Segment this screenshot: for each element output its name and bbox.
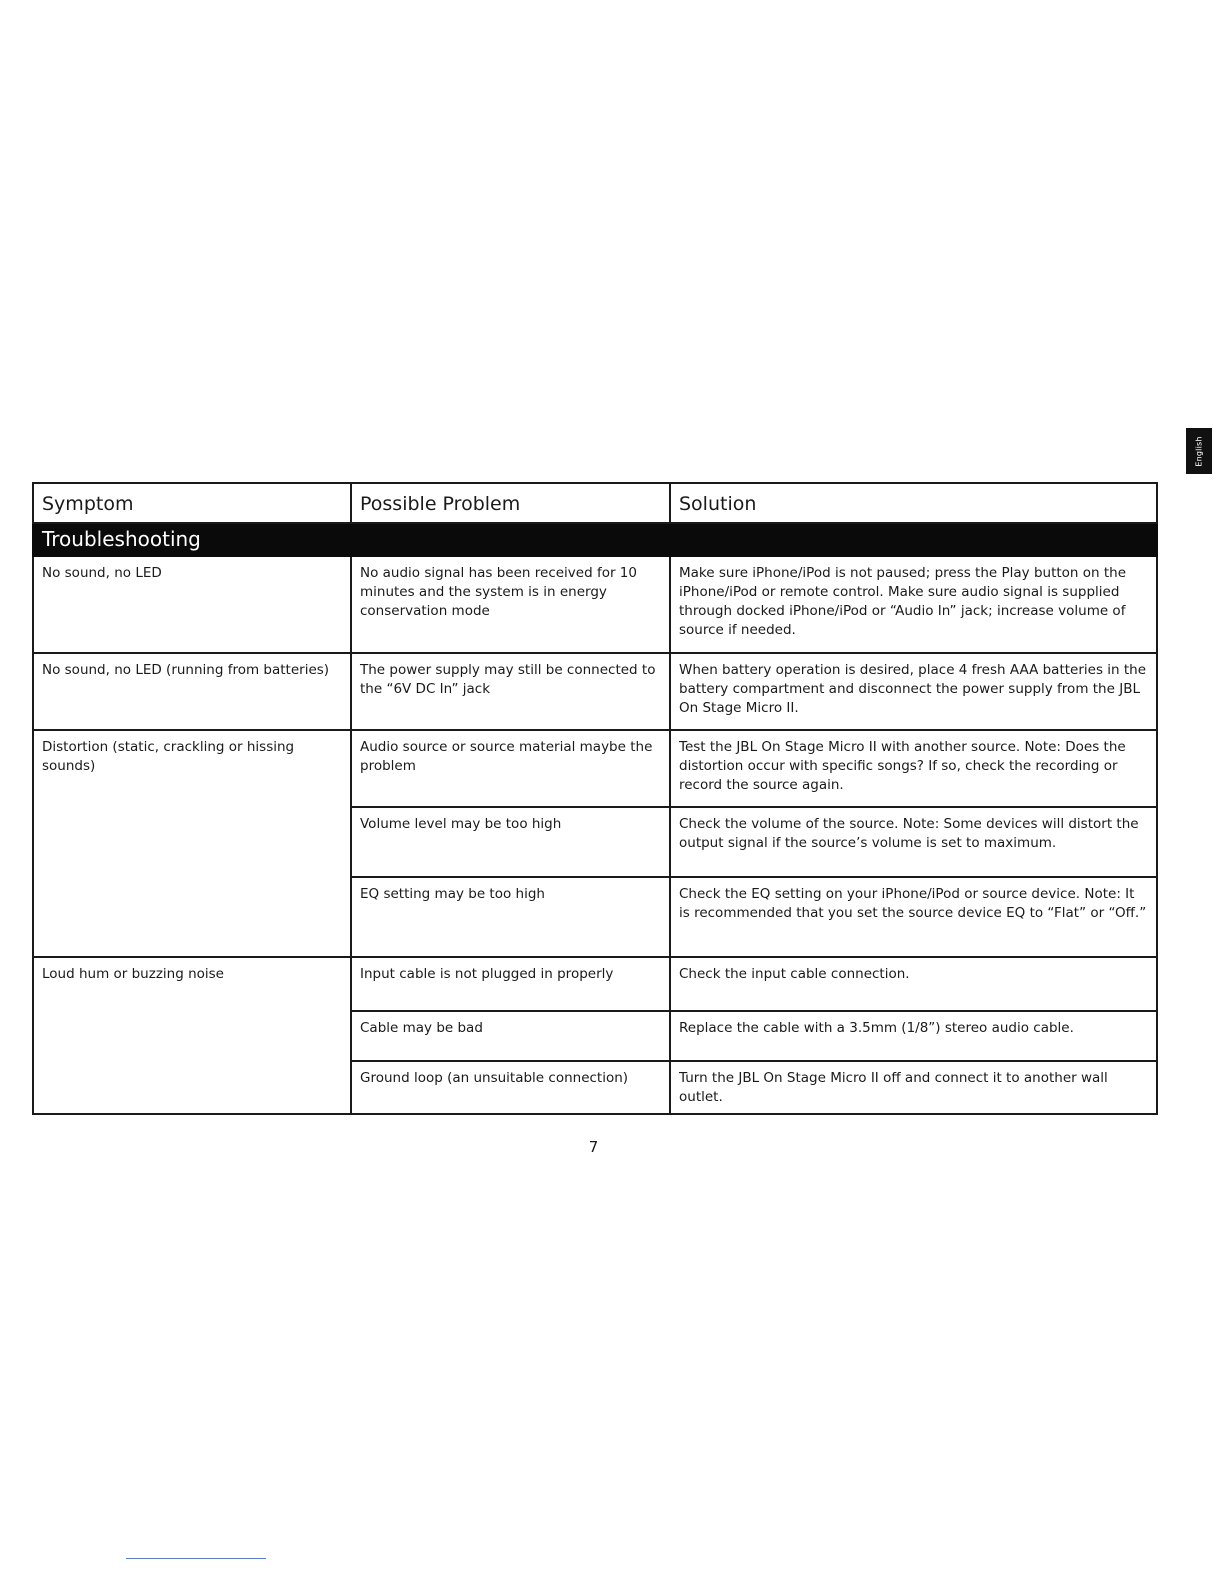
problem-cell: Volume level may be too high xyxy=(351,807,670,877)
solution-cell: Make sure iPhone/iPod is not paused; press the Play button on the iPhone/iPod or remote control. Make sure audio signal is supplied through docked iPhone/iPod or “Audio In” jack; increase volume of source if needed. xyxy=(670,556,1157,653)
symptom-cell: Loud hum or buzzing noise xyxy=(33,957,351,1114)
section-band xyxy=(33,523,1157,556)
table-row xyxy=(33,957,1157,1011)
troubleshooting-table xyxy=(32,482,1158,1115)
solution-cell: Check the EQ setting on your iPhone/iPod or source device. Note: It is recommended that you set the source device EQ to “Flat” or “Off.” xyxy=(670,877,1157,957)
solution-cell: Turn the JBL On Stage Micro II off and connect it to another wall outlet. xyxy=(670,1061,1157,1114)
language-tab xyxy=(1186,428,1212,474)
footer-rule xyxy=(126,1558,266,1559)
problem-cell: EQ setting may be too high xyxy=(351,877,670,957)
problem-cell: Ground loop (an unsuitable connection) xyxy=(351,1061,670,1114)
header-possible-problem: Possible Problem xyxy=(351,483,670,523)
solution-cell: Check the volume of the source. Note: Some devices will distort the output signal if the source’s volume is set to maximum. xyxy=(670,807,1157,877)
solution-cell: Replace the cable with a 3.5mm (1/8”) stereo audio cable. xyxy=(670,1011,1157,1061)
table-row xyxy=(33,556,1157,653)
header-solution: Solution xyxy=(670,483,1157,523)
table-row xyxy=(33,730,1157,807)
page-number: 7 xyxy=(588,1138,599,1156)
symptom-cell: Distortion (static, crackling or hissing sounds) xyxy=(33,730,351,957)
section-title: Troubleshooting xyxy=(33,523,1157,556)
symptom-cell: No sound, no LED (running from batteries) xyxy=(33,653,351,730)
language-tab-label: English xyxy=(1194,435,1204,467)
problem-cell: The power supply may still be connected to the “6V DC In” jack xyxy=(351,653,670,730)
table-header-row xyxy=(33,483,1157,523)
header-symptom: Symptom xyxy=(33,483,351,523)
symptom-cell: No sound, no LED xyxy=(33,556,351,653)
problem-cell: Audio source or source material maybe the problem xyxy=(351,730,670,807)
solution-cell: Test the JBL On Stage Micro II with another source. Note: Does the distortion occur with specific songs? If so, check the recording or record the source again. xyxy=(670,730,1157,807)
problem-cell: Cable may be bad xyxy=(351,1011,670,1061)
solution-cell: When battery operation is desired, place 4 fresh AAA batteries in the battery compartment and disconnect the power supply from the JBL On Stage Micro II. xyxy=(670,653,1157,730)
solution-cell: Check the input cable connection. xyxy=(670,957,1157,1011)
problem-cell: No audio signal has been received for 10 minutes and the system is in energy conservation mode xyxy=(351,556,670,653)
table-row xyxy=(33,653,1157,730)
problem-cell: Input cable is not plugged in properly xyxy=(351,957,670,1011)
